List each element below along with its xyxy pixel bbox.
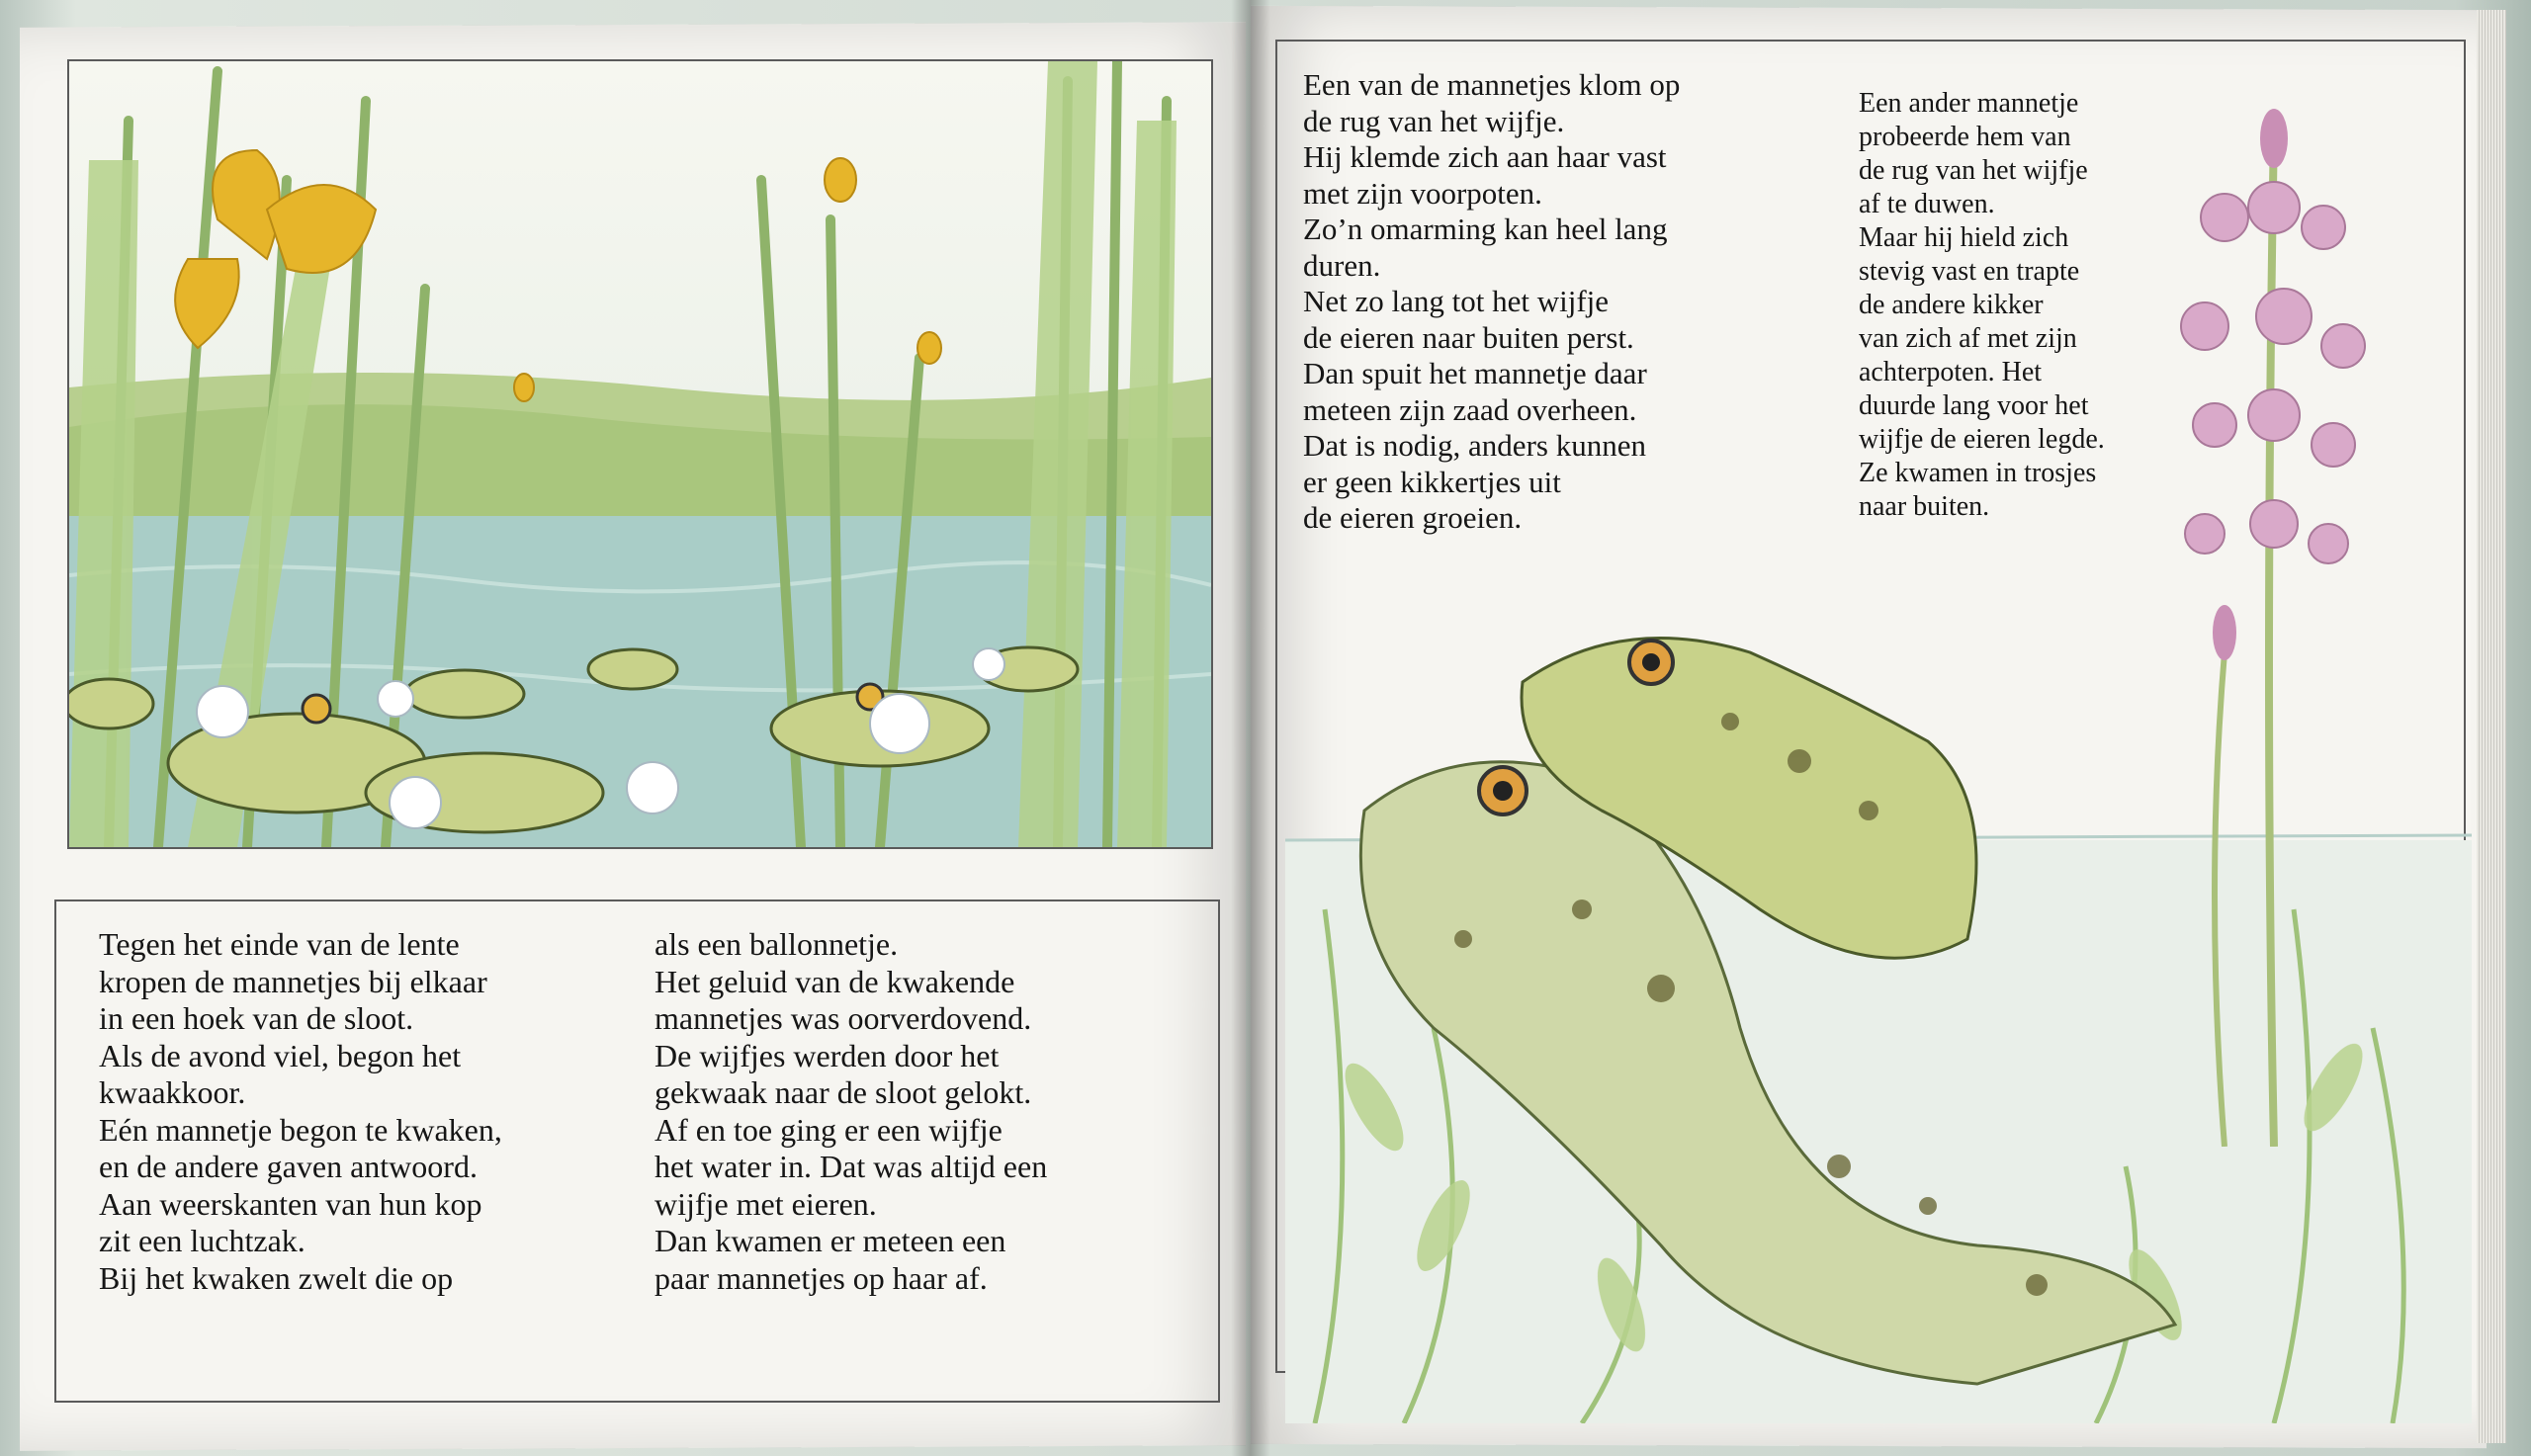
- text-line: af te duwen.: [1859, 189, 1995, 219]
- text-line: stevig vast en trapte: [1859, 256, 2080, 287]
- text-line: Een van de mannetjes klom op: [1303, 67, 1681, 102]
- book-gutter: [1231, 0, 1270, 1456]
- text-line: Eén mannetje begon te kwaken,: [99, 1111, 502, 1148]
- text-line: wijfje de eieren legde.: [1859, 424, 2105, 455]
- text-line: van zich af met zijn: [1859, 323, 2077, 354]
- text-line: kropen de mannetjes bij elkaar: [99, 963, 487, 999]
- text-line: de eieren groeien.: [1303, 500, 1523, 535]
- text-line: meteen zijn zaad overheen.: [1303, 391, 1637, 427]
- text-line: Zo’n omarming kan heel lang: [1303, 212, 1668, 246]
- text-line: Dan spuit het mannetje daar: [1303, 356, 1647, 390]
- text-line: er geen kikkertjes uit: [1303, 464, 1561, 499]
- text-line: met zijn voorpoten.: [1303, 175, 1542, 211]
- text-line: Ze kwamen in trosjes: [1859, 458, 2097, 488]
- text-line: de rug van het wijfje: [1859, 155, 2088, 186]
- text-line: Een ander mannetje: [1859, 88, 2079, 119]
- text-line: kwaakkoor.: [99, 1074, 246, 1110]
- text-line: Af en toe ging er een wijfje: [655, 1111, 1003, 1148]
- text-line: probeerde hem van: [1859, 122, 2071, 152]
- text-line: Net zo lang tot het wijfje: [1303, 284, 1610, 318]
- text-line: achterpoten. Het: [1859, 357, 2043, 387]
- text-line: duren.: [1303, 247, 1381, 283]
- text-line: Als de avond viel, begon het: [99, 1037, 462, 1073]
- text-line: De wijfjes werden door het: [655, 1037, 1000, 1073]
- text-line: de rug van het wijfje.: [1303, 103, 1565, 138]
- text-line: de eieren naar buiten perst.: [1303, 319, 1634, 355]
- right-text-column-2: [1859, 87, 2215, 524]
- text-line: in een hoek van de sloot.: [99, 1000, 414, 1036]
- text-line: de andere kikker: [1859, 290, 2044, 320]
- text-line: naar buiten.: [1859, 491, 1990, 522]
- text-line: Hij klemde zich aan haar vast: [1303, 139, 1667, 174]
- text-line: gekwaak naar de sloot gelokt.: [655, 1074, 1032, 1110]
- left-text-column-2: [655, 926, 1208, 1297]
- page-edges: [2477, 10, 2506, 1443]
- text-line: Tegen het einde van de lente: [99, 926, 460, 962]
- text-line: het water in. Dat was altijd een: [655, 1149, 1048, 1184]
- text-line: en de andere gaven antwoord.: [99, 1149, 478, 1184]
- text-line: paar mannetjes op haar af.: [655, 1259, 988, 1296]
- text-line: wijfje met eieren.: [655, 1185, 877, 1222]
- right-text-column-1: [1303, 67, 1837, 537]
- text-line: Bij het kwaken zwelt die op: [99, 1259, 454, 1296]
- text-line: Dan kwamen er meteen een: [655, 1223, 1006, 1258]
- text-line: duurde lang voor het: [1859, 390, 2089, 421]
- text-line: mannetjes was oorverdovend.: [655, 1000, 1032, 1036]
- left-text-column-1: [99, 926, 653, 1297]
- text-line: Maar hij hield zich: [1859, 222, 2069, 253]
- text-line: als een ballonnetje.: [655, 926, 899, 962]
- pond-illustration: [67, 59, 1213, 849]
- text-line: Aan weerskanten van hun kop: [99, 1185, 482, 1222]
- text-line: zit een luchtzak.: [99, 1223, 305, 1258]
- text-line: Het geluid van de kwakende: [655, 963, 1015, 999]
- text-line: Dat is nodig, anders kunnen: [1303, 428, 1646, 463]
